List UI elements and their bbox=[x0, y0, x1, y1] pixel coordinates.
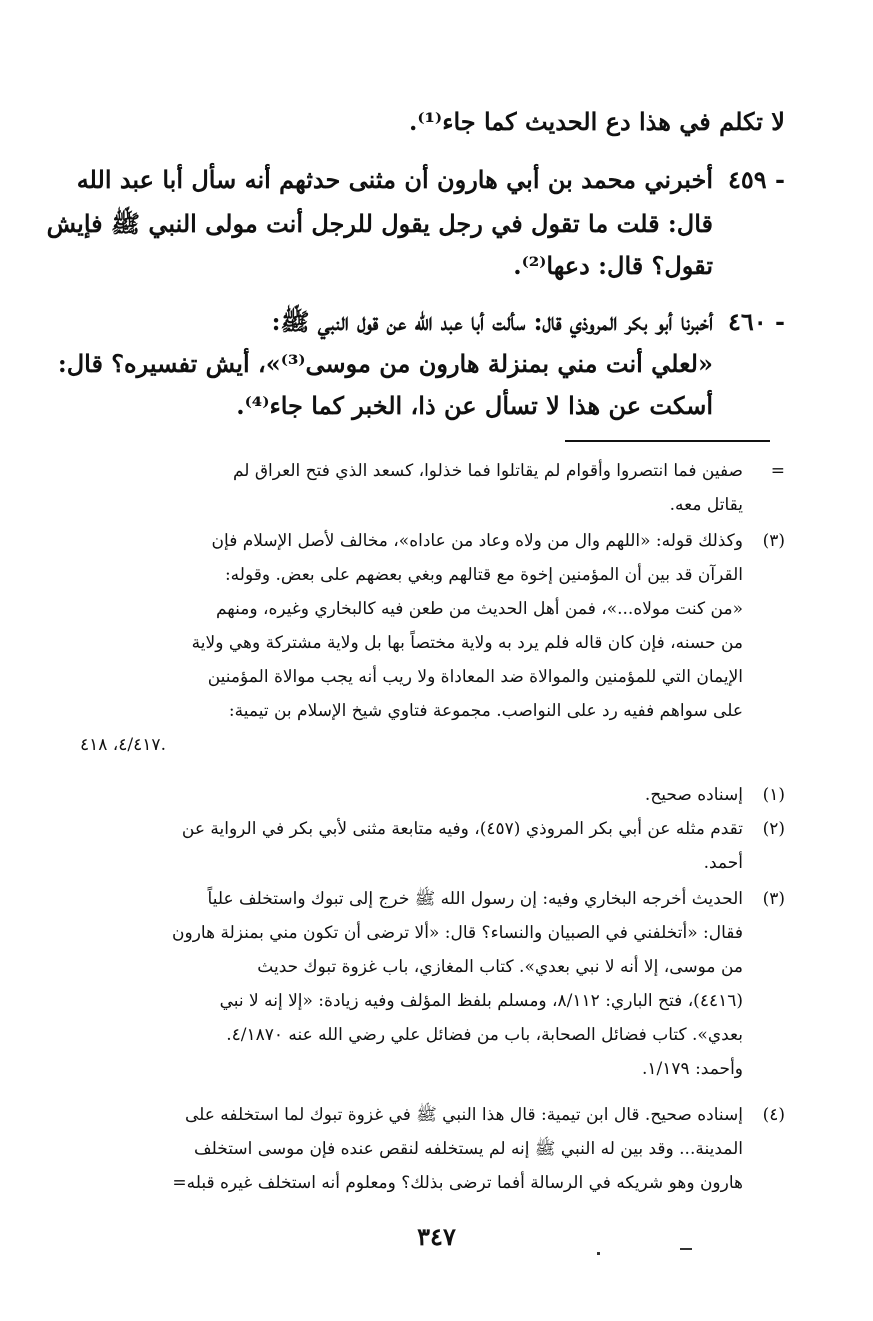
hadith-line: أسكت عن هذا لا تسأل عن ذا، الخبر كما جاء⁽⁴⁾. bbox=[236, 391, 713, 420]
footnote-line: أحمد. bbox=[703, 853, 743, 873]
footnote-line: ٤/٤١٧، ٤١٨. bbox=[80, 735, 166, 755]
hadith-number: ٤٦٠ - bbox=[728, 307, 785, 336]
footnote-number: (٣) bbox=[762, 889, 785, 909]
footnote-divider bbox=[565, 440, 770, 442]
scan-speck bbox=[597, 1252, 600, 1255]
footnote-line: بعدي». كتاب فضائل الصحابة، باب من فضائل علي رضي الله عنه ٤/١٨٧٠. bbox=[226, 1025, 743, 1045]
footnote-number: (١) bbox=[762, 785, 785, 805]
hadith-line: «لعلي أنت مني بمنزلة هارون من موسى⁽³⁾»، أيش تفسيره؟ قال: bbox=[57, 349, 713, 378]
footnote-line: تقدم مثله عن أبي بكر المروذي (٤٥٧)، وفيه متابعة مثنى لأبي بكر في الرواية عن bbox=[181, 819, 743, 839]
footnote-line: فقال: «أتخلفني في الصبيان والنساء؟ قال: «ألا ترضى أن تكون مني بمنزلة هارون bbox=[172, 923, 743, 943]
footnote-line: وكذلك قوله: «اللهم وال من ولاه وعاد من عاداه»، مخالف لأصل الإسلام فإن bbox=[211, 531, 743, 551]
footnote-line: من موسى، إلا أنه لا نبي بعدي». كتاب المغازي، باب غزوة تبوك حديث bbox=[257, 957, 743, 977]
footnote-line: صفين فما انتصروا وأقوام لم يقاتلوا فما خذلوا، كسعد الذي فتح العراق لم bbox=[232, 461, 743, 481]
hadith-line: أخبرنا أبو بكر المروذي قال: سألت أبا عبد الله عن قول النبي ﷺ: bbox=[271, 307, 713, 336]
footnote-line: على سواهم ففيه رد على النواصب. مجموعة فتاوي شيخ الإسلام بن تيمية: bbox=[228, 701, 743, 721]
hadith-line: تقول؟ قال: دعها⁽²⁾. bbox=[513, 251, 713, 280]
continuation-marker: = bbox=[770, 461, 785, 481]
hadith-number: ٤٥٩ - bbox=[728, 165, 785, 194]
footnote-line: إسناده صحيح. قال ابن تيمية: قال هذا النبي ﷺ في غزوة تبوك لما استخلفه على bbox=[184, 1105, 743, 1125]
hadith-line: أخبرني محمد بن أبي هارون أن مثنى حدثهم أنه سأل أبا عبد الله bbox=[76, 165, 713, 194]
footnote-line: من حسنه، فإن كان قاله فلم يرد به ولاية مختصاً بها بل ولاية مشتركة وهي ولاية bbox=[191, 633, 743, 653]
footnote-line: هارون وهو شريكه في الرسالة أفما ترضى بذلك؟ ومعلوم أنه استخلف غيره قبله= bbox=[172, 1173, 743, 1193]
footnote-line: «من كنت مولاه...»، فمن أهل الحديث من طعن فيه كالبخاري وغيره، ومنهم bbox=[215, 599, 743, 619]
footnote-line: إسناده صحيح. bbox=[644, 785, 743, 805]
footnote-number: (٤) bbox=[762, 1105, 785, 1125]
footnote-line: وأحمد: ١/١٧٩. bbox=[642, 1059, 743, 1079]
scan-speck bbox=[680, 1248, 692, 1250]
footnote-line: الإيمان التي للمؤمنين والموالاة ضد المعاداة ولا ريب أنه يجب موالاة المؤمنين bbox=[207, 667, 743, 687]
footnote-line: الحديث أخرجه البخاري وفيه: إن رسول الله ﷺ خرج إلى تبوك واستخلف علياً bbox=[207, 889, 743, 909]
continuation-line: لا تكلم في هذا دع الحديث كما جاء⁽¹⁾. bbox=[409, 107, 785, 136]
footnote-number: (٢) bbox=[762, 819, 785, 839]
footnote-number: (٣) bbox=[762, 531, 785, 551]
footnote-line: المدينة... وقد بين له النبي ﷺ إنه لم يستخلفه لنقص عنده فإن موسى استخلف bbox=[194, 1139, 743, 1159]
footnote-line: يقاتل معه. bbox=[669, 495, 743, 515]
page-number: ٣٤٧ bbox=[417, 1222, 456, 1251]
footnote-line: القرآن قد بين أن المؤمنين إخوة مع قتالهم وبغي بعضهم على بعض. وقوله: bbox=[224, 565, 743, 585]
footnote-line: (٤٤١٦)، فتح الباري: ٨/١١٢، ومسلم بلفظ المؤلف وفيه زيادة: «إلا إنه لا نبي bbox=[219, 991, 743, 1011]
hadith-line: قال: قلت ما تقول في رجل يقول للرجل أنت مولى النبي ﷺ فإيش bbox=[46, 209, 713, 238]
